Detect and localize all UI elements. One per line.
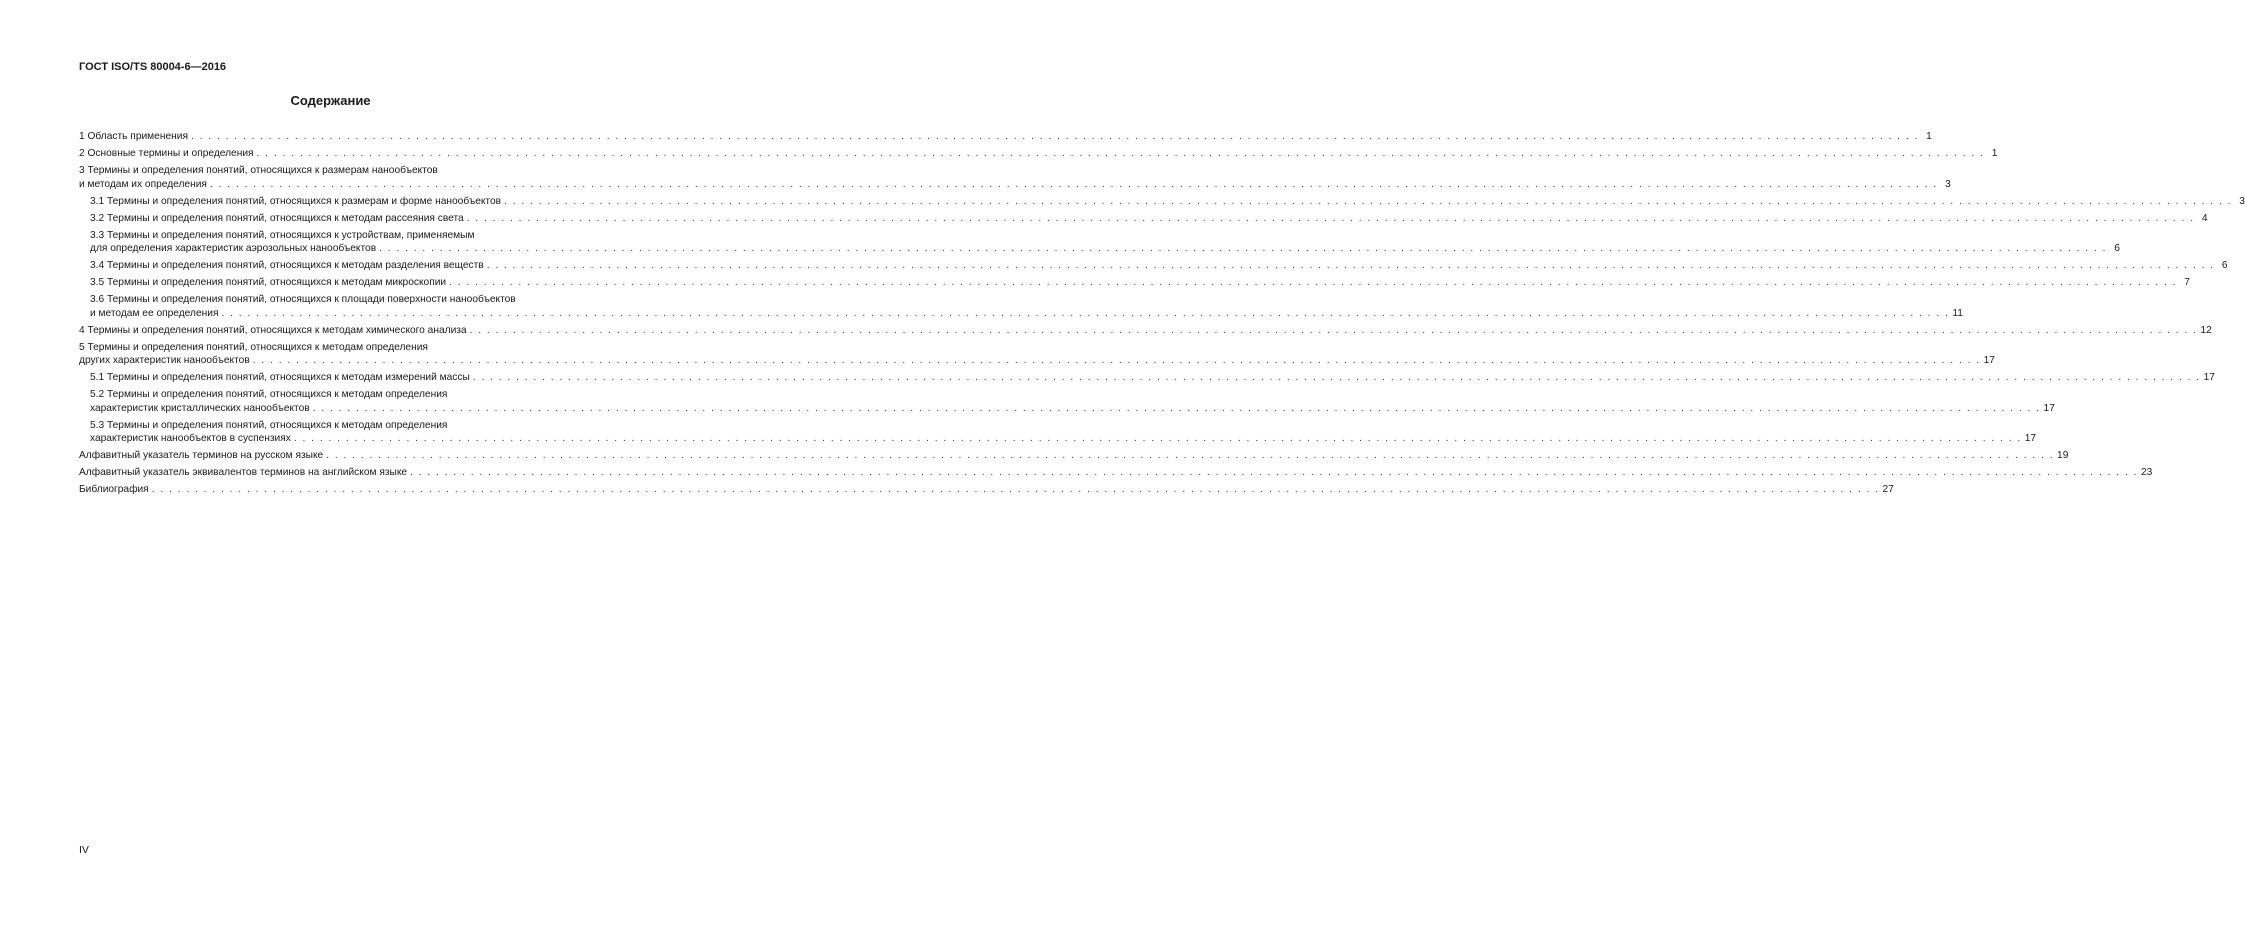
toc-page-number: 23 [2140,467,2153,479]
toc-entry-text: 2 Основные термины и определения [79,147,254,159]
toc-entry-text: 5 Термины и определения понятий, относящихся к методам определения [79,341,428,353]
toc-entry-text: других характеристик нанообъектов [79,355,250,367]
dot-leader: . . . . . . . . . . . . . . . . . . . . . . . . . . . . . . . . . . . . . . . . . . . . . . . . . . . . . . . . . . . . . . . . . . . . . . . . . . . . . . . . . . . . . . . . . . . . . . . . . . . . . . . . . . . . . . . . . . . . . . . . . . . . . . . . . . . . . . . . . . . . . . . . . . . . . . . . . . . . . . . . . . . . . . . . . . . . . . . . . . . . . . . . . . . . . . . . . . . . . . . . [209,178,1938,190]
toc-entry[interactable] [79,449,2069,463]
toc-entry[interactable] [79,259,2228,273]
dot-leader: . . . . . . . . . . . . . . . . . . . . . . . . . . . . . . . . . . . . . . . . . . . . . . . . . . . . . . . . . . . . . . . . . . . . . . . . . . . . . . . . . . . . . . . . . . . . . . . . . . . . . . . . . . . . . . . . . . . . . . . . . . . . . . . . . . . . . . . . . . . . . . . . . . . . . . . . . . . . . . . . . . . . . . . . . . . . . . . . . . . . . . . . . . . . . . . . . . . . . . . . [466,212,2195,224]
toc-entry-text: 5.2 Термины и определения понятий, относящихся к методам определения [90,389,448,401]
toc-entry[interactable] [79,212,2208,226]
toc-page-number: 7 [2184,277,2190,289]
toc-entry-text: 5.1 Термины и определения понятий, относящихся к методам измерений массы [90,372,470,384]
dot-leader: . . . . . . . . . . . . . . . . . . . . . . . . . . . . . . . . . . . . . . . . . . . . . . . . . . . . . . . . . . . . . . . . . . . . . . . . . . . . . . . . . . . . . . . . . . . . . . . . . . . . . . . . . . . . . . . . . . . . . . . . . . . . . . . . . . . . . . . . . . . . . . . . . . . . . . . . . . . . . . . . . . . . . . . . . . . . . . . . . . . . . . . . . . . . . . . . . . . . . . . . [151,484,1880,496]
toc-entry-text: характеристик нанообъектов в суспензиях [90,433,291,445]
toc-entry-text: 3.3 Термины и определения понятий, относящихся к устройствам, применяемым [90,229,475,241]
toc-page-number: 3 [1945,178,1951,190]
dot-leader: . . . . . . . . . . . . . . . . . . . . . . . . . . . . . . . . . . . . . . . . . . . . . . . . . . . . . . . . . . . . . . . . . . . . . . . . . . . . . . . . . . . . . . . . . . . . . . . . . . . . . . . . . . . . . . . . . . . . . . . . . . . . . . . . . . . . . . . . . . . . . . . . . . . . . . . . . . . . . . . . . . . . . . . . . . . . . . . . . . . . . . . . . . . . . . . . . . . . . . . . [486,260,2215,272]
toc-entry[interactable] [79,483,1894,497]
toc-entry-text: 3.2 Термины и определения понятий, относящихся к методам рассеяния света [90,212,464,224]
toc-entry-text: 3.5 Термины и определения понятий, относящихся к методам микроскопии [90,277,447,289]
toc-entry[interactable] [79,341,1995,368]
toc-entry[interactable] [79,229,2120,256]
toc-entry-text: Алфавитный указатель эквивалентов терминов на английском языке [79,467,408,479]
toc-page-number: 3 [2239,195,2245,207]
toc-page-number: 17 [2203,372,2215,384]
toc-entry[interactable] [79,419,2037,446]
toc-page-number: 11 [1952,307,1963,319]
toc-entry[interactable] [79,388,2055,415]
toc-page-number: 6 [2114,243,2120,255]
toc-entry-text: 4 Термины и определения понятий, относящихся к методам химического анализа [79,324,467,336]
toc-entry[interactable] [79,324,2212,338]
toc-entry-text: и методам их определения [79,178,207,190]
toc-page-number: 1 [1991,147,1998,159]
toc-entry[interactable] [79,164,1951,191]
toc-entry-text: Алфавитный указатель терминов на русском языке [79,450,324,462]
toc-entry-text: 3.6 Термины и определения понятий, относящихся к площади поверхности нанообъектов [90,294,516,306]
dot-leader: . . . . . . . . . . . . . . . . . . . . . . . . . . . . . . . . . . . . . . . . . . . . . . . . . . . . . . . . . . . . . . . . . . . . . . . . . . . . . . . . . . . . . . . . . . . . . . . . . . . . . . . . . . . . . . . . . . . . . . . . . . . . . . . . . . . . . . . . . . . . . . . . . . . . . . . . . . . . . . . . . . . . . . . . . . . . . . . . . . . . . . . . . . . . . . . . . . . . . . . . [504,195,2232,207]
dot-leader: . . . . . . . . . . . . . . . . . . . . . . . . . . . . . . . . . . . . . . . . . . . . . . . . . . . . . . . . . . . . . . . . . . . . . . . . . . . . . . . . . . . . . . . . . . . . . . . . . . . . . . . . . . . . . . . . . . . . . . . . . . . . . . . . . . . . . . . . . . . . . . . . . . . . . . . . . . . . . . . . . . . . . . . . . . . . . . . . . . . . . . . . . . . . . . . . . . . . . . . . [449,277,2177,289]
toc-entry[interactable] [79,195,2245,209]
toc-entry-text: характеристик кристаллических нанообъектов [90,402,310,414]
toc-entry[interactable] [79,147,1998,161]
toc-entry-text: Библиография [79,484,149,496]
contents-title: Содержание [290,93,371,108]
toc-entry-text: и методам ее определения [90,307,219,319]
dot-leader: . . . . . . . . . . . . . . . . . . . . . . . . . . . . . . . . . . . . . . . . . . . . . . . . . . . . . . . . . . . . . . . . . . . . . . . . . . . . . . . . . . . . . . . . . . . . . . . . . . . . . . . . . . . . . . . . . . . . . . . . . . . . . . . . . . . . . . . . . . . . . . . . . . . . . . . . . . . . . . . . . . . . . . . . . . . . . . . . . . . . . . . . . . . . . . . . . . . . . . . . [190,131,1919,142]
toc-entry-text: для определения характеристик аэрозольных нанообъектов [90,243,377,255]
toc-page-number: 17 [2024,433,2037,445]
dot-leader: . . . . . . . . . . . . . . . . . . . . . . . . . . . . . . . . . . . . . . . . . . . . . . . . . . . . . . . . . . . . . . . . . . . . . . . . . . . . . . . . . . . . . . . . . . . . . . . . . . . . . . . . . . . . . . . . . . . . . . . . . . . . . . . . . . . . . . . . . . . . . . . . . . . . . . . . . . . . . . . . . . . . . . . . . . . . . . . . . . . . . . . . . . . . . . . . . . . . . . . . [221,307,1950,319]
dot-leader: . . . . . . . . . . . . . . . . . . . . . . . . . . . . . . . . . . . . . . . . . . . . . . . . . . . . . . . . . . . . . . . . . . . . . . . . . . . . . . . . . . . . . . . . . . . . . . . . . . . . . . . . . . . . . . . . . . . . . . . . . . . . . . . . . . . . . . . . . . . . . . . . . . . . . . . . . . . . . . . . . . . . . . . . . . . . . . . . . . . . . . . . . . . . . . . . . . . . . . . . [472,372,2201,384]
toc-page-number: 17 [2043,402,2055,414]
dot-leader: . . . . . . . . . . . . . . . . . . . . . . . . . . . . . . . . . . . . . . . . . . . . . . . . . . . . . . . . . . . . . . . . . . . . . . . . . . . . . . . . . . . . . . . . . . . . . . . . . . . . . . . . . . . . . . . . . . . . . . . . . . . . . . . . . . . . . . . . . . . . . . . . . . . . . . . . . . . . . . . . . . . . . . . . . . . . . . . . . . . . . . . . . . . . . . . . . . . . . . . . [312,402,2041,414]
toc-page-number: 27 [1882,484,1894,496]
toc-page-number: 12 [2200,324,2212,336]
dot-leader: . . . . . . . . . . . . . . . . . . . . . . . . . . . . . . . . . . . . . . . . . . . . . . . . . . . . . . . . . . . . . . . . . . . . . . . . . . . . . . . . . . . . . . . . . . . . . . . . . . . . . . . . . . . . . . . . . . . . . . . . . . . . . . . . . . . . . . . . . . . . . . . . . . . . . . . . . . . . . . . . . . . . . . . . . . . . . . . . . . . . . . . . . . . . . . . . . . . . . . . . [256,147,1985,159]
toc-entry[interactable] [79,293,1963,320]
toc-page-number: 17 [1983,355,1995,367]
toc-page-number: 4 [2201,212,2208,224]
toc-entry[interactable] [79,276,2190,290]
document-code-header: ГОСТ ISO/TS 80004-6—2016 [79,61,227,73]
dot-leader: . . . . . . . . . . . . . . . . . . . . . . . . . . . . . . . . . . . . . . . . . . . . . . . . . . . . . . . . . . . . . . . . . . . . . . . . . . . . . . . . . . . . . . . . . . . . . . . . . . . . . . . . . . . . . . . . . . . . . . . . . . . . . . . . . . . . . . . . . . . . . . . . . . . . . . . . . . . . . . . . . . . . . . . . . . . . . . . . . . . . . . . . . . . . . . . . . . . . . . . . [326,450,2055,462]
toc-entry[interactable] [79,130,1932,144]
toc-entry-text: 3 Термины и определения понятий, относящихся к размерам нанообъектов [79,164,438,176]
dot-leader: . . . . . . . . . . . . . . . . . . . . . . . . . . . . . . . . . . . . . . . . . . . . . . . . . . . . . . . . . . . . . . . . . . . . . . . . . . . . . . . . . . . . . . . . . . . . . . . . . . . . . . . . . . . . . . . . . . . . . . . . . . . . . . . . . . . . . . . . . . . . . . . . . . . . . . . . . . . . . . . . . . . . . . . . . . . . . . . . . . . . . . . . . . . . . . . . . . . . . . . . [410,467,2138,479]
toc-page-number: 6 [2221,260,2228,272]
toc-page-number: 1 [1926,131,1932,142]
dot-leader: . . . . . . . . . . . . . . . . . . . . . . . . . . . . . . . . . . . . . . . . . . . . . . . . . . . . . . . . . . . . . . . . . . . . . . . . . . . . . . . . . . . . . . . . . . . . . . . . . . . . . . . . . . . . . . . . . . . . . . . . . . . . . . . . . . . . . . . . . . . . . . . . . . . . . . . . . . . . . . . . . . . . . . . . . . . . . . . . . . . . . . . . . . . . . . . . . . . . . . . . [252,355,1981,367]
toc-entry[interactable] [79,371,2215,385]
dot-leader: . . . . . . . . . . . . . . . . . . . . . . . . . . . . . . . . . . . . . . . . . . . . . . . . . . . . . . . . . . . . . . . . . . . . . . . . . . . . . . . . . . . . . . . . . . . . . . . . . . . . . . . . . . . . . . . . . . . . . . . . . . . . . . . . . . . . . . . . . . . . . . . . . . . . . . . . . . . . . . . . . . . . . . . . . . . . . . . . . . . . . . . . . . . . . . . . . . . . . . . . [469,324,2198,336]
toc-page-number: 19 [2057,450,2069,462]
toc-entry-text: 5.3 Термины и определения понятий, относящихся к методам определения [90,419,448,431]
toc-entry-text: 3.1 Термины и определения понятий, относящихся к размерам и форме нанообъектов [90,195,502,207]
table-of-contents [79,130,2245,500]
toc-entry-text: 1 Область применения [79,131,188,142]
dot-leader: . . . . . . . . . . . . . . . . . . . . . . . . . . . . . . . . . . . . . . . . . . . . . . . . . . . . . . . . . . . . . . . . . . . . . . . . . . . . . . . . . . . . . . . . . . . . . . . . . . . . . . . . . . . . . . . . . . . . . . . . . . . . . . . . . . . . . . . . . . . . . . . . . . . . . . . . . . . . . . . . . . . . . . . . . . . . . . . . . . . . . . . . . . . . . . . . . . . . . . . . [293,433,2022,445]
dot-leader: . . . . . . . . . . . . . . . . . . . . . . . . . . . . . . . . . . . . . . . . . . . . . . . . . . . . . . . . . . . . . . . . . . . . . . . . . . . . . . . . . . . . . . . . . . . . . . . . . . . . . . . . . . . . . . . . . . . . . . . . . . . . . . . . . . . . . . . . . . . . . . . . . . . . . . . . . . . . . . . . . . . . . . . . . . . . . . . . . . . . . . . . . . . . . . . . . . . . . . . . [379,243,2107,255]
toc-entry-text: 3.4 Термины и определения понятий, относящихся к методам разделения веществ [90,260,484,272]
page-number: IV [79,844,89,856]
toc-entry[interactable] [79,466,2153,480]
